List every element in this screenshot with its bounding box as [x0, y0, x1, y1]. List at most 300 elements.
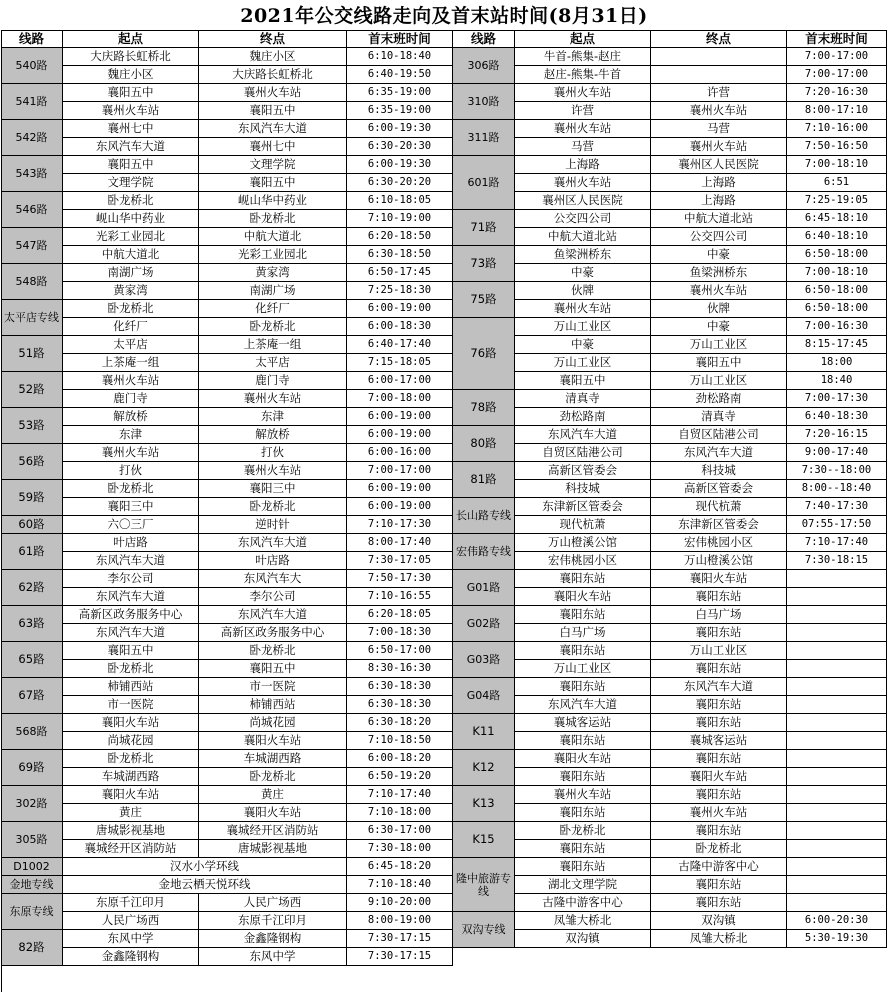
right-route-label: 宏伟路专线 — [453, 534, 515, 570]
right-time: 7:10-16:00 — [787, 120, 887, 138]
right-start: 凤雏大桥北 — [515, 912, 651, 930]
left-time: 6:20-18:05 — [347, 606, 453, 624]
header-route: 线路 — [1, 30, 63, 48]
right-start: 襄阳东站 — [515, 570, 651, 588]
right-time — [787, 894, 887, 912]
left-route-label: 540路 — [1, 48, 63, 84]
right-start: 上海路 — [515, 156, 651, 174]
right-end: 万山橙溪公馆 — [651, 552, 787, 570]
right-end: 鱼梁洲桥东 — [651, 264, 787, 282]
left-time: 6:50-17:45 — [347, 264, 453, 282]
right-end: 襄阳东站 — [651, 714, 787, 732]
right-route-label: 78路 — [453, 390, 515, 426]
left-start: 大庆路长虹桥北 — [63, 48, 199, 66]
left-start: 襄州火车站 — [63, 444, 199, 462]
right-time — [787, 768, 887, 786]
right-route-label: G02路 — [453, 606, 515, 642]
left-start: 襄阳五中 — [63, 84, 199, 102]
right-start: 襄阳东站 — [515, 606, 651, 624]
left-time: 6:35-19:00 — [347, 84, 453, 102]
left-time: 8:30-16:30 — [347, 660, 453, 678]
right-time: 8:00--18:40 — [787, 480, 887, 498]
left-route-label: 548路 — [1, 264, 63, 300]
left-time: 6:10-18:40 — [347, 48, 453, 66]
left-route-label: 59路 — [1, 480, 63, 516]
left-start: 东原千江印月 — [63, 894, 199, 912]
left-end: 文理学院 — [199, 156, 347, 174]
right-end: 高新区管委会 — [651, 480, 787, 498]
right-start: 现代杭萧 — [515, 516, 651, 534]
left-end: 打伙 — [199, 444, 347, 462]
left-route-label: 69路 — [1, 750, 63, 786]
right-time: 7:00-18:10 — [787, 156, 887, 174]
right-time: 8:00-17:10 — [787, 102, 887, 120]
right-start: 科技城 — [515, 480, 651, 498]
left-time: 7:10-18:40 — [347, 876, 453, 894]
right-start: 襄州火车站 — [515, 300, 651, 318]
left-end: 襄州火车站 — [199, 390, 347, 408]
left-end: 襄阳五中 — [199, 660, 347, 678]
right-time — [787, 660, 887, 678]
right-end: 科技城 — [651, 462, 787, 480]
right-end: 襄阳东站 — [651, 588, 787, 606]
left-route-label: 62路 — [1, 570, 63, 606]
left-start: 上茶庵一组 — [63, 354, 199, 372]
right-time — [787, 840, 887, 858]
left-time: 7:25-18:30 — [347, 282, 453, 300]
right-time: 7:50-16:50 — [787, 138, 887, 156]
left-loop-name: 金地云栖天悦环线 — [63, 876, 347, 894]
left-time: 7:00-17:00 — [347, 462, 453, 480]
left-start: 东风汽车大道 — [63, 138, 199, 156]
left-time: 6:00-19:00 — [347, 300, 453, 318]
left-route-label: 56路 — [1, 444, 63, 480]
right-start: 襄阳东站 — [515, 840, 651, 858]
left-end: 鹿门寺 — [199, 372, 347, 390]
right-start: 襄阳东站 — [515, 678, 651, 696]
left-start: 襄州火车站 — [63, 372, 199, 390]
right-start: 高新区管委会 — [515, 462, 651, 480]
right-route-label: 81路 — [453, 462, 515, 498]
right-start: 襄阳东站 — [515, 804, 651, 822]
left-end: 柿铺西站 — [199, 696, 347, 714]
right-end: 襄阳五中 — [651, 354, 787, 372]
header-start: 起点 — [515, 30, 651, 48]
right-start: 劲松路南 — [515, 408, 651, 426]
right-end: 上海路 — [651, 174, 787, 192]
left-start: 尚城花园 — [63, 732, 199, 750]
right-end: 古隆中游客中心 — [651, 858, 787, 876]
right-end: 襄州火车站 — [651, 804, 787, 822]
left-end: 卧龙桥北 — [199, 642, 347, 660]
left-end: 卧龙桥北 — [199, 210, 347, 228]
right-start: 古隆中游客中心 — [515, 894, 651, 912]
left-time: 7:00-18:30 — [347, 624, 453, 642]
left-time: 6:00-19:30 — [347, 120, 453, 138]
right-time — [787, 624, 887, 642]
left-start: 东津 — [63, 426, 199, 444]
left-start: 襄阳三中 — [63, 498, 199, 516]
right-route-label: 76路 — [453, 318, 515, 390]
left-time: 6:00-18:20 — [347, 750, 453, 768]
right-end: 万山工业区 — [651, 336, 787, 354]
right-end: 襄州火车站 — [651, 102, 787, 120]
right-time — [787, 822, 887, 840]
left-start: 卧龙桥北 — [63, 192, 199, 210]
left-time: 6:00-19:00 — [347, 480, 453, 498]
left-start: 人民广场西 — [63, 912, 199, 930]
left-time: 6:30-20:30 — [347, 138, 453, 156]
right-start: 伙牌 — [515, 282, 651, 300]
left-route-label: 金地专线 — [1, 876, 63, 894]
right-time: 7:40-17:30 — [787, 498, 887, 516]
right-route-label: G03路 — [453, 642, 515, 678]
left-start: 卧龙桥北 — [63, 660, 199, 678]
left-route-label: 305路 — [1, 822, 63, 858]
left-start: 唐城影视基地 — [63, 822, 199, 840]
left-time: 6:00-19:00 — [347, 408, 453, 426]
right-start: 襄州区人民医院 — [515, 192, 651, 210]
left-time: 7:30-17:15 — [347, 930, 453, 948]
left-end: 中航大道北 — [199, 228, 347, 246]
right-start: 万山橙溪公馆 — [515, 534, 651, 552]
left-start: 光彩工业园北 — [63, 228, 199, 246]
left-time: 6:30-20:20 — [347, 174, 453, 192]
left-end: 东风汽车大道 — [199, 606, 347, 624]
left-start: 黄庄 — [63, 804, 199, 822]
right-start: 襄阳五中 — [515, 372, 651, 390]
right-start: 清真寺 — [515, 390, 651, 408]
right-end: 襄州火车站 — [651, 138, 787, 156]
right-end: 襄阳东站 — [651, 894, 787, 912]
right-time: 07:55-17:50 — [787, 516, 887, 534]
right-start: 中豪 — [515, 264, 651, 282]
right-start: 襄阳火车站 — [515, 750, 651, 768]
page-title: 2021年公交线路走向及首末站时间(8月31日) — [240, 5, 648, 27]
right-time: 7:00-17:00 — [787, 66, 887, 84]
left-time: 7:50-17:30 — [347, 570, 453, 588]
left-time: 6:40-17:40 — [347, 336, 453, 354]
left-start: 六〇三厂 — [63, 516, 199, 534]
left-route-label: 63路 — [1, 606, 63, 642]
left-end: 东风汽车大道 — [199, 120, 347, 138]
left-end: 化纤厂 — [199, 300, 347, 318]
right-start: 襄城客运站 — [515, 714, 651, 732]
right-end: 凤雏大桥北 — [651, 930, 787, 948]
left-start: 襄阳火车站 — [63, 786, 199, 804]
right-time: 7:00-17:30 — [787, 390, 887, 408]
left-time: 7:10-18:50 — [347, 732, 453, 750]
left-start: 卧龙桥北 — [63, 750, 199, 768]
right-time: 6:50-18:00 — [787, 282, 887, 300]
left-start: 襄州七中 — [63, 120, 199, 138]
right-start: 万山工业区 — [515, 318, 651, 336]
right-route-label: K11 — [453, 714, 515, 750]
left-route-label: 302路 — [1, 786, 63, 822]
right-end: 现代杭萧 — [651, 498, 787, 516]
left-time: 6:35-19:00 — [347, 102, 453, 120]
left-time: 6:30-18:30 — [347, 678, 453, 696]
left-route-label: 82路 — [1, 930, 63, 966]
left-start: 魏庄小区 — [63, 66, 199, 84]
left-start: 鹿门寺 — [63, 390, 199, 408]
right-route-label: 隆中旅游专线 — [453, 858, 515, 912]
left-loop-name: 汉水小学环线 — [63, 858, 347, 876]
right-start: 赵庄-熊集-牛首 — [515, 66, 651, 84]
left-start: 卧龙桥北 — [63, 300, 199, 318]
left-start: 襄州火车站 — [63, 102, 199, 120]
right-time: 7:00-17:00 — [787, 48, 887, 66]
right-time — [787, 606, 887, 624]
left-start: 金鑫隆钢构 — [63, 948, 199, 966]
left-end: 市一医院 — [199, 678, 347, 696]
right-start: 马营 — [515, 138, 651, 156]
right-start: 万山工业区 — [515, 354, 651, 372]
left-end: 上茶庵一组 — [199, 336, 347, 354]
left-route-label: 60路 — [1, 516, 63, 534]
left-end: 卧龙桥北 — [199, 768, 347, 786]
left-time: 6:30-18:50 — [347, 246, 453, 264]
right-start: 万山工业区 — [515, 660, 651, 678]
header-route: 线路 — [453, 30, 515, 48]
right-time — [787, 750, 887, 768]
right-end: 襄阳火车站 — [651, 768, 787, 786]
left-route-label: 546路 — [1, 192, 63, 228]
right-end: 自贸区陆港公司 — [651, 426, 787, 444]
right-route-label: 311路 — [453, 120, 515, 156]
left-route-label: 53路 — [1, 408, 63, 444]
left-start: 柿铺西站 — [63, 678, 199, 696]
right-time: 6:45-18:10 — [787, 210, 887, 228]
left-end: 襄州火车站 — [199, 84, 347, 102]
right-end: 襄阳东站 — [651, 696, 787, 714]
right-end: 公交四公司 — [651, 228, 787, 246]
left-start: 市一医院 — [63, 696, 199, 714]
left-time: 6:50-19:20 — [347, 768, 453, 786]
left-end: 金鑫隆钢构 — [199, 930, 347, 948]
right-time — [787, 876, 887, 894]
right-route-label: 310路 — [453, 84, 515, 120]
left-route-label: 541路 — [1, 84, 63, 120]
left-time: 6:10-18:05 — [347, 192, 453, 210]
left-end: 太平店 — [199, 354, 347, 372]
left-start: 太平店 — [63, 336, 199, 354]
left-start: 襄城经开区消防站 — [63, 840, 199, 858]
right-end: 襄阳东站 — [651, 750, 787, 768]
header-end: 终点 — [651, 30, 787, 48]
left-time: 9:10-20:00 — [347, 894, 453, 912]
header-time: 首末班时间 — [347, 30, 453, 48]
left-end: 卧龙桥北 — [199, 498, 347, 516]
right-start: 卧龙桥北 — [515, 822, 651, 840]
right-time: 5:30-19:30 — [787, 930, 887, 948]
left-route-label: 65路 — [1, 642, 63, 678]
left-time: 6:30-18:20 — [347, 714, 453, 732]
right-time: 6:50-18:00 — [787, 300, 887, 318]
right-time — [787, 714, 887, 732]
right-time: 7:30-18:15 — [787, 552, 887, 570]
left-time: 7:10-16:55 — [347, 588, 453, 606]
left-route-label: 543路 — [1, 156, 63, 192]
left-end: 黄家湾 — [199, 264, 347, 282]
left-start: 解放桥 — [63, 408, 199, 426]
left-end: 高新区政务服务中心 — [199, 624, 347, 642]
left-end: 李尔公司 — [199, 588, 347, 606]
left-time: 6:00-19:00 — [347, 498, 453, 516]
right-end: 清真寺 — [651, 408, 787, 426]
right-time: 7:25-19:05 — [787, 192, 887, 210]
left-time: 7:30-18:00 — [347, 840, 453, 858]
left-end: 襄阳火车站 — [199, 732, 347, 750]
right-start: 东津新区管委会 — [515, 498, 651, 516]
left-end: 东原千江印月 — [199, 912, 347, 930]
right-end: 许营 — [651, 84, 787, 102]
left-start: 中航大道北 — [63, 246, 199, 264]
left-start: 襄阳火车站 — [63, 714, 199, 732]
left-time: 6:00-18:30 — [347, 318, 453, 336]
right-end — [651, 48, 787, 66]
left-start: 卧龙桥北 — [63, 480, 199, 498]
left-route-label: 67路 — [1, 678, 63, 714]
right-end: 中豪 — [651, 318, 787, 336]
right-time: 18:00 — [787, 354, 887, 372]
left-time: 6:50-17:00 — [347, 642, 453, 660]
right-time — [787, 588, 887, 606]
right-start: 自贸区陆港公司 — [515, 444, 651, 462]
right-time: 6:50-18:00 — [787, 246, 887, 264]
right-time: 6:40-18:10 — [787, 228, 887, 246]
left-end: 襄阳火车站 — [199, 804, 347, 822]
right-time: 6:00-20:30 — [787, 912, 887, 930]
left-route-label: 61路 — [1, 534, 63, 570]
right-start: 白马广场 — [515, 624, 651, 642]
left-start: 襄阳五中 — [63, 642, 199, 660]
right-time — [787, 570, 887, 588]
left-end: 东风汽车大道 — [199, 534, 347, 552]
right-route-label: 80路 — [453, 426, 515, 462]
right-route-label: 601路 — [453, 156, 515, 210]
right-end: 中航大道北站 — [651, 210, 787, 228]
left-route-label: 568路 — [1, 714, 63, 750]
right-start: 襄州火车站 — [515, 174, 651, 192]
left-time: 8:00-19:00 — [347, 912, 453, 930]
right-end: 卧龙桥北 — [651, 840, 787, 858]
right-route-label: G04路 — [453, 678, 515, 714]
right-end: 襄阳东站 — [651, 660, 787, 678]
right-end: 襄城客运站 — [651, 732, 787, 750]
left-end: 卧龙桥北 — [199, 318, 347, 336]
left-start: 叶店路 — [63, 534, 199, 552]
right-start: 牛首-熊集-赵庄 — [515, 48, 651, 66]
right-time — [787, 696, 887, 714]
right-time: 6:51 — [787, 174, 887, 192]
right-start: 鱼梁洲桥东 — [515, 246, 651, 264]
left-start: 岘山华中药业 — [63, 210, 199, 228]
right-time — [787, 732, 887, 750]
right-end: 襄州火车站 — [651, 282, 787, 300]
right-start: 襄州火车站 — [515, 786, 651, 804]
left-start: 东风汽车大道 — [63, 624, 199, 642]
left-time: 6:30-17:00 — [347, 822, 453, 840]
left-route-label: 547路 — [1, 228, 63, 264]
left-time: 7:10-19:00 — [347, 210, 453, 228]
right-start: 许营 — [515, 102, 651, 120]
right-start: 襄州火车站 — [515, 120, 651, 138]
right-start: 中航大道北站 — [515, 228, 651, 246]
left-start: 襄阳五中 — [63, 156, 199, 174]
left-route-label: 52路 — [1, 372, 63, 408]
left-end: 叶店路 — [199, 552, 347, 570]
right-end: 宏伟桃园小区 — [651, 534, 787, 552]
left-start: 东风汽车大道 — [63, 588, 199, 606]
left-end: 唐城影视基地 — [199, 840, 347, 858]
header-end: 终点 — [199, 30, 347, 48]
left-time: 7:30-17:05 — [347, 552, 453, 570]
left-end: 解放桥 — [199, 426, 347, 444]
right-end: 襄阳东站 — [651, 786, 787, 804]
right-end: 襄阳东站 — [651, 822, 787, 840]
right-start: 公交四公司 — [515, 210, 651, 228]
right-route-label: 71路 — [453, 210, 515, 246]
left-route-label: D1002 — [1, 858, 63, 876]
left-end: 东津 — [199, 408, 347, 426]
left-time: 7:10-17:30 — [347, 516, 453, 534]
right-end: 东风汽车大道 — [651, 444, 787, 462]
right-end: 襄阳东站 — [651, 624, 787, 642]
right-route-label: 长山路专线 — [453, 498, 515, 534]
left-route-label: 东原专线 — [1, 894, 63, 930]
right-end — [651, 66, 787, 84]
left-start: 东风汽车大道 — [63, 552, 199, 570]
left-end: 车城湖西路 — [199, 750, 347, 768]
left-end: 襄阳五中 — [199, 102, 347, 120]
left-time: 6:40-19:50 — [347, 66, 453, 84]
right-time: 7:20-16:30 — [787, 84, 887, 102]
right-start: 襄阳火车站 — [515, 588, 651, 606]
right-route-label: 306路 — [453, 48, 515, 84]
left-end: 襄城经开区消防站 — [199, 822, 347, 840]
left-route-label: 太平店专线 — [1, 300, 63, 336]
left-end: 岘山华中药业 — [199, 192, 347, 210]
left-time: 6:20-18:50 — [347, 228, 453, 246]
right-end: 伙牌 — [651, 300, 787, 318]
left-end: 逆时针 — [199, 516, 347, 534]
right-start: 东风汽车大道 — [515, 426, 651, 444]
right-end: 万山工业区 — [651, 372, 787, 390]
right-time: 7:00-16:30 — [787, 318, 887, 336]
left-end: 魏庄小区 — [199, 48, 347, 66]
left-time: 6:30-18:30 — [347, 696, 453, 714]
left-end: 南湖广场 — [199, 282, 347, 300]
left-time: 7:30-17:15 — [347, 948, 453, 966]
header-time: 首末班时间 — [787, 30, 887, 48]
right-end: 双沟镇 — [651, 912, 787, 930]
right-route-label: 双沟专线 — [453, 912, 515, 948]
left-end: 襄州七中 — [199, 138, 347, 156]
left-end: 大庆路长虹桥北 — [199, 66, 347, 84]
right-time: 7:20-16:15 — [787, 426, 887, 444]
left-end: 尚城花园 — [199, 714, 347, 732]
left-time: 7:15-18:05 — [347, 354, 453, 372]
left-time: 6:00-16:00 — [347, 444, 453, 462]
right-end: 东津新区管委会 — [651, 516, 787, 534]
left-start: 高新区政务服务中心 — [63, 606, 199, 624]
left-start: 打伙 — [63, 462, 199, 480]
right-route-label: G01路 — [453, 570, 515, 606]
schedule-table — [1, 30, 887, 992]
right-end: 襄阳东站 — [651, 876, 787, 894]
left-end: 黄庄 — [199, 786, 347, 804]
